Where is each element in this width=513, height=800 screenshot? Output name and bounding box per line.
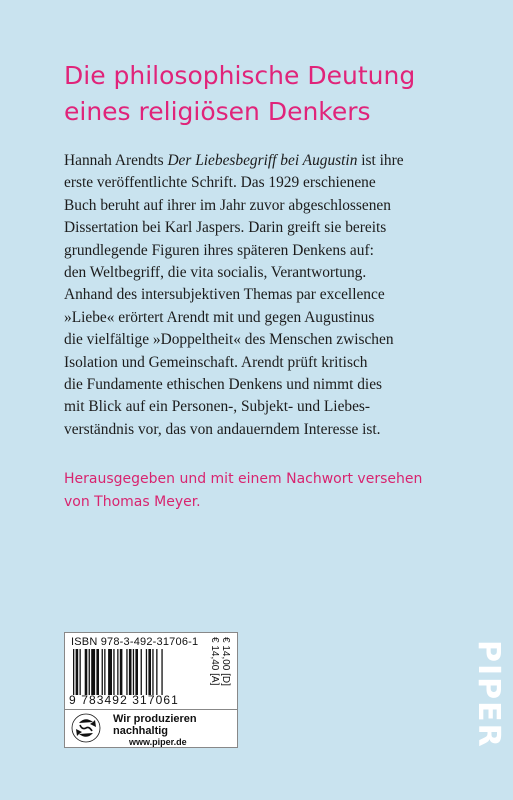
headline-line-2: eines religiösen Denkers [64,97,371,126]
barcode-bar [141,649,142,695]
barcode-bar [126,649,127,695]
barcode-bar [104,649,105,695]
eco-label [113,713,197,737]
eco-line-2: nachhaltig [113,725,169,737]
barcode-bar [117,649,118,695]
blurb-line: Anhand des intersubjektiven Themas par excellence [64,286,385,304]
isbn-label: ISBN 978-3-492-31706-1 [71,636,199,648]
editor-credit [64,468,484,514]
blurb-line: die vielfältige »Doppeltheit« des Menschen zwischen [64,331,394,349]
barcode-bar [113,649,114,695]
blurb [64,150,464,441]
barcode-bars [71,649,207,695]
blurb-line: erste veröffentlichte Schrift. Das 1929 erschienene [64,174,376,192]
book-title: Der Liebesbegriff bei Augustin [167,152,358,169]
barcode-bar [148,649,151,695]
price-de: € 14,00 [D] [220,637,231,686]
barcode-bar [133,649,134,695]
blurb-author: Hannah Arendts [64,152,168,169]
blurb-line [64,150,464,172]
blurb-line: Dissertation bei Karl Jaspers. Darin greift sie bereits [64,219,387,237]
eco-line-1: Wir produzieren [113,713,197,725]
blurb-line: die Fundamente ethischen Denkens und nimmt dies [64,376,383,394]
publisher-url: www.piper.de [129,737,187,747]
blurb-line: mit Blick auf ein Personen-, Subjekt- und Liebes- [64,398,371,416]
barcode-box [64,632,238,748]
barcode-bar [156,649,157,695]
headline [64,58,484,130]
editor-line-2: von Thomas Meyer. [64,494,201,510]
barcode-bar [91,649,95,695]
blurb-line: Isolation und Gemeinschaft. Arendt prüft kritisch [64,353,368,371]
blurb-line: grundlegende Figuren ihres späteren Denkens auf: [64,241,374,259]
blurb-line: den Weltbegriff, die vita socialis, Verantwortung. [64,264,367,282]
blurb-line-end: ist ihre [357,152,404,169]
headline-line-1: Die philosophische Deutung [64,61,416,90]
publisher-logo [468,640,508,760]
barcode-bar [146,649,147,695]
barcode-digits: 9 783492 317061 [69,693,179,707]
barcode-bar [85,649,88,695]
barcode-bar [120,649,123,695]
barcode-bar [135,649,138,695]
barcode-bar [161,649,162,695]
barcode-bar [108,649,112,695]
blurb-line: Buch beruht auf ihrer im Jahr zuvor abgeschlossenen [64,196,391,214]
barcode-bar [129,649,132,695]
barcode-divider [65,709,237,710]
barcode-bar [102,649,103,695]
editor-line-1: Herausgegeben und mit einem Nachwort versehen [64,471,423,487]
publisher-name: PIPER [471,640,506,749]
barcode-bar [76,649,79,695]
price-at: € 14,40 [A] [209,637,220,686]
barcode-bar [89,649,90,695]
barcode-bar [80,649,81,695]
barcode-bar [152,649,153,695]
blurb-line: verständnis vor, das von andauerndem Interesse ist. [64,420,381,438]
barcode-bar [73,649,74,695]
recycle-icon [71,713,101,743]
price-block [211,637,233,703]
barcode-bar [96,649,99,695]
blurb-line: »Liebe« erörtert Arendt mit und gegen Augustinus [64,308,375,326]
